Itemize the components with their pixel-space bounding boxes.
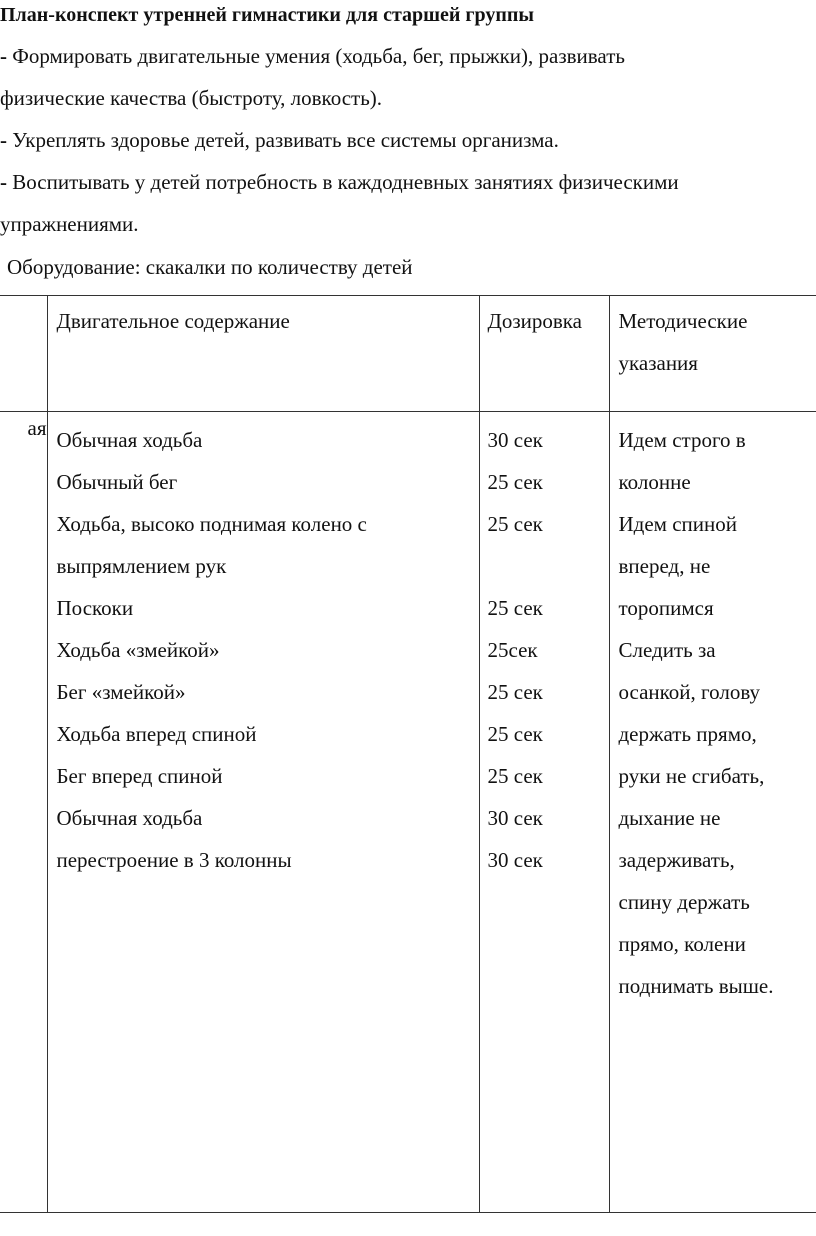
exercise-line: Ходьба, высоко поднимая колено с — [56, 512, 367, 536]
exercise-line: Бег «змейкой» — [56, 680, 186, 704]
table-header-row — [0, 296, 816, 412]
exercise-line: Ходьба «змейкой» — [56, 638, 220, 662]
goal-text: Укреплять здоровье детей, развивать все системы организма. — [12, 128, 559, 152]
dosage-line: 30 сек — [487, 848, 543, 872]
exercise-line: перестроение в 3 колонны — [56, 848, 292, 872]
dosage-line: 25 сек — [487, 596, 543, 620]
dosage-list — [480, 412, 609, 886]
method-note-line: осанкой, голову — [618, 680, 761, 704]
method-note-line: Идем спиной — [618, 512, 737, 536]
method-note-line: держать прямо, — [618, 722, 757, 746]
table-body-row — [0, 412, 816, 1213]
goal-dash: - — [0, 170, 7, 194]
part-label-cell — [0, 412, 47, 1213]
document-title: План-конспект утренней гимнастики для старшей группы — [0, 4, 535, 26]
header-dosage-cell — [479, 296, 609, 412]
method-note-line: спину держать — [618, 890, 750, 914]
header-notes-cell — [609, 296, 816, 412]
goal-2-line-1 — [0, 128, 559, 153]
exercise-line: Обычная ходьба — [56, 806, 203, 830]
method-note-line: руки не сгибать, — [618, 764, 765, 788]
equipment-line: Оборудование: скакалки по количеству детей — [7, 255, 413, 279]
method-note-line: Идем строго в — [618, 428, 746, 452]
method-note-line: торопимся — [618, 596, 714, 620]
goal-1-line-2: физические качества (быстроту, ловкость). — [0, 86, 383, 110]
header-dosage-label: Дозировка — [487, 309, 582, 333]
dosage-line — [488, 550, 609, 592]
dosage-line: 25 сек — [487, 680, 543, 704]
goal-text: Воспитывать у детей потребность в каждодневных занятиях физическими — [12, 170, 679, 194]
method-note-line: поднимать выше. — [618, 974, 774, 998]
header-content-label: Двигательное содержание — [56, 309, 290, 333]
dosage-line: 30 сек — [487, 428, 543, 452]
dosage-line: 30 сек — [487, 806, 543, 830]
header-notes-label — [619, 300, 748, 384]
exercise-line: Поскоки — [56, 596, 134, 620]
dosage-line: 25 сек — [487, 512, 543, 536]
method-note-line: вперед, не — [618, 554, 711, 578]
goal-1-line-1 — [0, 44, 625, 69]
header-part-cell — [0, 296, 47, 412]
notes-cell — [609, 412, 816, 1213]
exercise-line: Ходьба вперед спиной — [56, 722, 257, 746]
exercise-line: выпрямлением рук — [56, 554, 227, 578]
part-label: ая — [27, 416, 47, 440]
exercise-line: Бег вперед спиной — [56, 764, 223, 788]
goal-text: Формировать двигательные умения (ходьба, бег, прыжки), развивать — [12, 44, 625, 68]
content-list — [48, 412, 479, 886]
dosage-line: 25сек — [487, 638, 538, 662]
method-note-line: задерживать, — [618, 848, 735, 872]
exercise-line: Обычный бег — [56, 470, 178, 494]
header-content-cell — [47, 296, 479, 412]
header-notes-line-1: Методические — [618, 309, 748, 333]
dosage-line: 25 сек — [487, 722, 543, 746]
header-notes-line-2: указания — [618, 351, 698, 375]
dosage-cell — [479, 412, 609, 1213]
method-note-line: Следить за — [618, 638, 716, 662]
exercise-line: Обычная ходьба — [56, 428, 203, 452]
dosage-line: 25 сек — [487, 764, 543, 788]
dosage-line: 25 сек — [487, 470, 543, 494]
exercise-plan-table — [0, 295, 816, 1213]
goal-dash: - — [0, 128, 7, 152]
method-note-line: колонне — [618, 470, 691, 494]
notes-list — [610, 412, 816, 1012]
content-cell — [47, 412, 479, 1213]
goal-3-line-2: упражнениями. — [0, 212, 139, 236]
method-note-line: дыхание не — [618, 806, 721, 830]
goal-dash: - — [0, 44, 7, 68]
method-note-line: прямо, колени — [618, 932, 746, 956]
goal-3-line-1 — [0, 170, 679, 195]
